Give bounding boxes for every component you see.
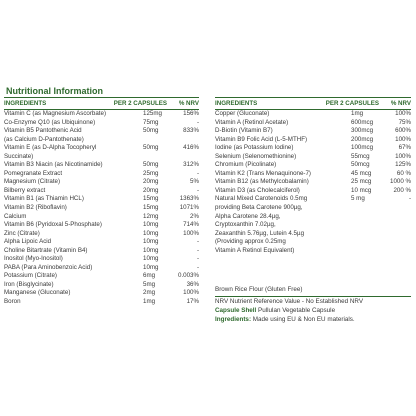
ingredient-name: Vitamin B1 (as Thiamin HCL) [4,195,84,203]
ingredient-amount: 200mcg [351,135,374,143]
table-row [4,204,199,213]
table-row [215,247,411,256]
table-row [215,127,411,136]
table-row [4,255,199,264]
ingredient-nrv: 67% [398,144,411,152]
ingredient-amount: 10 mcg [351,186,372,194]
ingredient-name: Copper (Gluconate) [215,110,270,117]
header-amount: PER 2 CAPSULES [325,100,379,107]
header-ingredients: INGREDIENTS [4,100,47,107]
table-header [4,98,199,109]
ingredient-name: (as Calcium D-Pantothenate) [4,135,84,143]
table-row [215,153,411,162]
ingredient-name: Vitamin D3 (as Cholecalciferol) [215,186,300,194]
ingredient-nrv: - [408,195,411,203]
ingredient-nrv: - [196,186,199,194]
ingredient-amount [143,153,173,162]
table-row [4,153,199,162]
ingredient-name: Selenium (Selenomethionine) [215,152,297,160]
table-row [4,119,199,128]
ingredient-name: Vitamin B2 (Riboflavin) [4,204,67,212]
ingredient-amount [351,230,385,239]
ingredient-name: Iodine (as Potassium Iodine) [215,144,294,152]
ingredient-name: Vitamin K2 (Trans Menaquinone-7) [215,169,311,177]
ingredient-name: Zeaxanthin 5.76µg, Lutein 4.5µg [215,229,305,237]
table-row [215,161,411,170]
ingredient-nrv: 100% [395,135,411,143]
ingredient-name: Alpha Carotene 28.4µg, [215,212,281,220]
ingredient-name: (Providing approx 0.25mg [215,238,286,246]
table-row [4,281,199,290]
ingredient-amount [351,213,385,222]
ingredient-nrv [385,213,411,222]
ingredient-amount [351,204,385,213]
capsule-label: Capsule Shell [215,307,257,314]
ingredient-nrv: 0.003% [178,272,199,280]
ingredient-amount: 2mg [143,289,156,297]
ingredient-name: D-Biotin (Vitamin B7) [215,127,273,135]
header-amount: PER 2 CAPSULES [113,100,167,107]
ingredient-nrv: 1363% [179,195,199,203]
flour-note: Brown Rice Flour (Gluten Free) [215,286,303,293]
ingredient-amount [143,136,173,145]
ingredient-name: Vitamin A Retinol Equivalent) [215,246,295,254]
ingredient-amount: 25 mcg [351,178,372,186]
ingredient-name: Pomegranate Extract [4,169,63,177]
ingredient-nrv: 125% [395,161,411,169]
table-row [4,230,199,239]
ingredient-nrv [385,221,411,230]
header-nrv: % NRV [178,100,199,107]
ingredient-name: Magnesium (Citrate) [4,178,61,186]
table-row [215,136,411,145]
ingredient-amount: 1mg [351,110,364,117]
ingredient-amount: 45 mcg [351,169,372,177]
ingredient-amount: 5mg [143,280,156,288]
ingredient-name: Boron [4,298,21,306]
ingredient-name: Cryptoxanthin 7.02µg, [215,221,276,229]
ingredient-amount: 10mg [143,255,159,263]
ingredient-name: Calcium [4,212,27,220]
ingredient-name: Alpha Lipoic Acid [4,238,52,246]
table-row [4,272,199,281]
ingredient-amount: 300mcg [351,127,374,135]
ingredient-nrv: 200 % [393,186,411,194]
table-row [215,170,411,179]
ingredient-name: Succinate) [4,152,34,160]
ingredient-amount: 10mg [143,221,159,229]
ingredient-name: Iron (Bisglycinate) [4,280,54,288]
ingredient-nrv: 17% [186,298,199,306]
table-row [4,298,199,307]
ingredient-name: Vitamin B6 (Pyridoxal 5-Phosphate) [4,221,102,229]
ingredient-name: Zinc (Citrate) [4,229,40,237]
ingredient-name: Vitamin E (as D-Alpha Tocopheryl [4,144,97,152]
ingredient-nrv: - [196,169,199,177]
ingredient-nrv: - [196,255,199,263]
ingredient-nrv [173,136,199,145]
ingredient-amount: 5 mg [351,195,365,203]
ingredients-label: Ingredients: [215,316,252,323]
ingredient-amount: 125mg [143,110,162,117]
ingredients-note [215,316,411,325]
ingredient-amount: 55mcg [351,152,370,160]
table-row [4,161,199,170]
ingredient-nrv [385,230,411,239]
ingredient-nrv: 156% [183,110,199,117]
ingredient-name: Potassium (Citrate) [4,272,57,280]
ingredient-nrv: - [196,246,199,254]
header-nrv: % NRV [390,100,411,107]
ingredient-name: providing Beta Carotene 900µg, [215,204,303,212]
ingredient-name: Vitamin C (as Magnesium Ascorbate) [4,110,107,117]
ingredient-amount: 10mg [143,246,159,254]
right-nutrition-table [215,97,411,255]
ingredient-amount: 15mg [143,195,159,203]
ingredient-amount: 100mcg [351,144,374,152]
table-row [4,247,199,256]
ingredient-name: Vitamin B9 Folic Acid (L-5-MTHF) [215,135,308,143]
table-row [215,178,411,187]
ingredient-name: Vitamin A (Retinol Acetate) [215,118,289,126]
table-row [4,289,199,298]
table-row [4,144,199,153]
ingredient-nrv: 36% [186,280,199,288]
table-row [215,144,411,153]
ingredient-name: Vitamin B12 (as Methylcobalamin) [215,178,309,186]
ingredient-name: Bilberry extract [4,186,46,194]
ingredient-nrv: - [196,263,199,271]
ingredient-nrv [385,238,411,247]
section-title: Nutritional Information [6,86,103,96]
ingredient-name: Natural Mixed Carotenoids 0.5mg [215,195,308,203]
notes-rule [215,296,411,297]
header-ingredients: INGREDIENTS [215,100,258,107]
ingredient-amount [351,238,385,247]
table-header [215,98,411,109]
ingredient-nrv [385,204,411,213]
ingredient-amount: 10mg [143,263,159,271]
ingredient-name: Vitamin B3 Niacin (as Nicotinamide) [4,161,103,169]
ingredient-nrv: - [196,238,199,246]
ingredient-name: Co-Enzyme Q10 (as Ubiquinone) [4,118,96,126]
nrv-note: NRV Nutrient Reference Value - No Established NRV [215,298,364,305]
ingredient-amount: 12mg [143,212,159,220]
ingredient-amount: 50mg [143,161,159,169]
ingredient-amount: 20mg [143,186,159,194]
ingredient-nrv: 100% [183,229,199,237]
ingredient-amount [351,247,385,256]
ingredient-amount: 50mcg [351,161,370,169]
ingredient-amount: 75mg [143,118,159,126]
ingredient-nrv: 100% [395,152,411,160]
ingredient-amount: 6mg [143,272,156,280]
table-row [4,178,199,187]
table-row [4,238,199,247]
ingredient-amount: 10mg [143,238,159,246]
ingredient-amount: 25mg [143,169,159,177]
ingredient-name: PABA (Para Aminobenzoic Acid) [4,263,93,271]
table-row [215,221,411,230]
ingredient-nrv: 75% [398,118,411,126]
table-row [4,127,199,136]
table-row [215,110,411,119]
ingredient-name: Inositol (Myo-Inositol) [4,255,63,263]
table-row [4,264,199,273]
capsule-value: Pullulan Vegetable Capsule [256,307,336,314]
ingredient-nrv: 100% [183,289,199,297]
table-row [4,213,199,222]
ingredient-nrv: 833% [183,127,199,135]
ingredient-nrv [385,247,411,256]
ingredient-amount: 50mg [143,144,159,152]
left-nutrition-table [4,97,199,307]
ingredient-name: Vitamin B5 Pantothenic Acid [4,127,82,135]
table-row [4,195,199,204]
ingredients-value: Made using EU & Non EU materials. [251,316,355,323]
table-row [4,187,199,196]
table-row [215,119,411,128]
table-row [215,213,411,222]
table-row [215,187,411,196]
table-body [215,110,411,255]
ingredient-nrv: 1000 % [390,178,411,186]
table-row [4,136,199,145]
table-row [4,170,199,179]
ingredient-amount [351,221,385,230]
ingredient-nrv [173,153,199,162]
ingredient-name: Choline Bitartrate (Vitamin B4) [4,246,88,254]
capsule-note [215,307,411,316]
ingredient-nrv: 60 % [396,169,411,177]
ingredient-amount: 1mg [143,298,156,306]
ingredient-nrv: 100% [395,110,411,117]
table-row [215,230,411,239]
ingredient-amount: 15mg [143,204,159,212]
table-row [4,110,199,119]
ingredient-nrv: 714% [183,221,199,229]
ingredient-name: Chromium (Picolinate) [215,161,277,169]
ingredient-amount: 10mg [143,229,159,237]
ingredient-nrv: 416% [183,144,199,152]
ingredient-name: Manganese (Gluconate) [4,289,71,297]
ingredient-nrv: 312% [183,161,199,169]
ingredient-amount: 600mcg [351,118,374,126]
ingredient-nrv: 5% [190,178,199,186]
ingredient-nrv: 2% [190,212,199,220]
ingredient-nrv: 1071% [179,204,199,212]
table-row [215,195,411,204]
ingredient-amount: 20mg [143,178,159,186]
ingredient-amount: 50mg [143,127,159,135]
table-body [4,110,199,307]
table-row [215,204,411,213]
table-row [215,238,411,247]
table-row [4,221,199,230]
ingredient-nrv: 600% [395,127,411,135]
ingredient-nrv: - [196,118,199,126]
